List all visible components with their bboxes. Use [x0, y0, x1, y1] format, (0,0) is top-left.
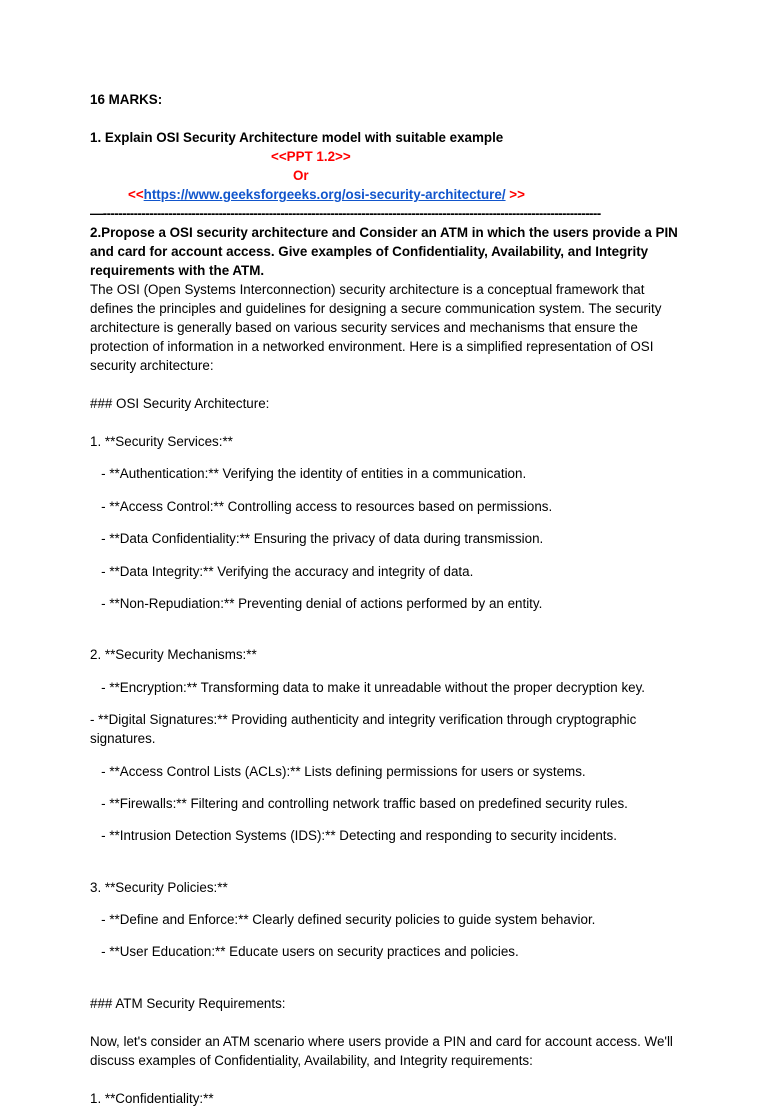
document-page	[90, 90, 690, 1108]
list-item: - **Define and Enforce:** Clearly defined security policies to guide system behavior.	[90, 912, 596, 928]
list-item: - **Access Control:** Controlling access to resources based on permissions.	[90, 498, 553, 514]
question-1-title: 1. Explain OSI Security Architecture model with suitable example	[90, 130, 504, 145]
list-item: - **Data Integrity:** Verifying the accuracy and integrity of data.	[90, 563, 474, 579]
link-prefix: <<	[128, 187, 144, 202]
separator-line: —---------------------------------------------------------------------------------------------------------------------------------	[90, 206, 601, 221]
question-2-title: 2.Propose a OSI security architecture and Consider an ATM in which the users provide a PIN and card for account access. Give examples of Confidentiality, Availability, and Integrity requirements with the ATM.	[90, 225, 678, 278]
geeksforgeeks-link[interactable]: https://www.geeksforgeeks.org/osi-security-architecture/	[143, 187, 506, 202]
list-item: - **Intrusion Detection Systems (IDS):** Detecting and responding to security incidents.	[90, 828, 617, 844]
atm-intro-paragraph: Now, let's consider an ATM scenario where users provide a PIN and card for account access. We'll discuss examples of Confidentiality, Availability, and Integrity requirements:	[90, 1033, 673, 1068]
atm-requirements-heading: ### ATM Security Requirements:	[90, 995, 286, 1011]
security-mechanisms-heading: 2. **Security Mechanisms:**	[90, 647, 257, 663]
list-item: - **User Education:** Educate users on security practices and policies.	[90, 944, 519, 960]
list-item: - **Encryption:** Transforming data to make it unreadable without the proper decryption key.	[90, 679, 646, 695]
security-policies-heading: 3. **Security Policies:**	[90, 879, 228, 895]
ppt-reference: <<PPT 1.2>>	[271, 149, 351, 164]
reference-link-line	[90, 185, 690, 204]
list-item: - **Non-Repudiation:** Preventing denial of actions performed by an entity.	[90, 595, 543, 611]
security-services-heading: 1. **Security Services:**	[90, 434, 233, 449]
list-item: - **Digital Signatures:** Providing authenticity and integrity verification through cryptographic signatures.	[90, 712, 637, 747]
list-item: - **Data Confidentiality:** Ensuring the privacy of data during transmission.	[90, 531, 544, 547]
list-item: - **Authentication:** Verifying the identity of entities in a communication.	[90, 466, 527, 482]
link-suffix: >>	[505, 187, 525, 202]
list-item: - **Firewalls:** Filtering and controlling network traffic based on predefined security rules.	[90, 795, 628, 811]
or-label: Or	[293, 168, 309, 183]
marks-heading: 16 MARKS:	[90, 92, 163, 107]
confidentiality-heading: 1. **Confidentiality:**	[90, 1090, 214, 1106]
list-item: - **Access Control Lists (ACLs):** Lists defining permissions for users or systems.	[90, 763, 586, 779]
osi-architecture-heading: ### OSI Security Architecture:	[90, 396, 270, 411]
osi-intro-paragraph: The OSI (Open Systems Interconnection) security architecture is a conceptual framework that defines the principles and guidelines for designing a secure communication system. The security architecture is generally based on various security services and mechanisms that ensure the protection of information in a networked environment. Here is a simplified representation of OSI security architecture:	[90, 282, 662, 373]
